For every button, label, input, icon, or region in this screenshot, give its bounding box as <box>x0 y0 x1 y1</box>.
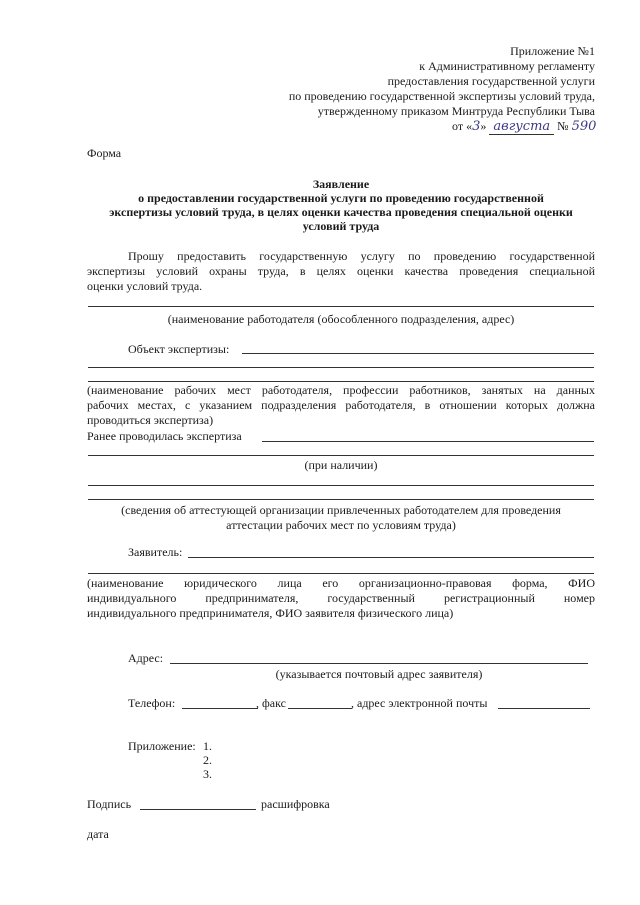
attachment-item-1: 1. <box>203 739 212 753</box>
date-month: августа <box>489 119 554 135</box>
workplaces-caption-2: рабочих местах, с указанием подразделения работодателя, в отношении которых должна <box>87 398 595 412</box>
fax-field[interactable] <box>288 708 352 709</box>
signature-field[interactable] <box>140 809 256 810</box>
signature-label: Подпись <box>87 797 132 811</box>
previous-caption: (при наличии) <box>304 458 378 472</box>
applicant-field-line-2[interactable] <box>88 573 594 574</box>
date-mid: » <box>480 119 487 133</box>
object-field-line-2[interactable] <box>88 367 594 368</box>
intro-line-3: оценки условий труда. <box>87 279 203 293</box>
date-label: дата <box>87 827 109 841</box>
applicant-label: Заявитель: <box>128 545 183 559</box>
email-field[interactable] <box>498 708 590 709</box>
form-label: Форма <box>87 146 122 160</box>
header-service: предоставления государственной услуги <box>387 74 595 88</box>
employer-caption: (наименование работодателя (обособленного подразделения, адрес) <box>167 312 515 326</box>
object-field[interactable] <box>242 353 594 354</box>
org-field[interactable] <box>88 485 594 486</box>
object-label: Объект экспертизы: <box>128 342 230 356</box>
decode-label: расшифровка <box>261 797 330 811</box>
title-line-3: экспертизы условий труда, в целях оценки качества проведения специальной оценки <box>109 205 573 219</box>
number-value: 590 <box>571 119 597 134</box>
applicant-field[interactable] <box>188 557 594 558</box>
address-caption: (указывается почтовый адрес заявителя) <box>275 667 483 681</box>
header-order: утвержденному приказом Минтруда Республики Тыва <box>317 104 595 118</box>
previous-field[interactable] <box>262 441 594 442</box>
attachments-label: Приложение: <box>128 739 196 753</box>
fax-label: , факс <box>256 696 286 710</box>
intro-line-1: Прошу предоставить государственную услугу по проведению государственной <box>128 249 595 263</box>
object-field-line-3[interactable] <box>88 381 594 382</box>
applicant-caption-3: индивидуального предпринимателя, ФИО заявителя физического лица) <box>87 606 454 620</box>
applicant-caption-1: (наименование юридического лица его организационно-правовая форма, ФИО <box>87 576 595 590</box>
previous-field-line-2[interactable] <box>88 455 594 456</box>
header-regulation: к Административному регламенту <box>419 59 595 73</box>
phone-label: Телефон: <box>128 696 176 710</box>
email-label: , адрес электронной почты <box>351 696 488 710</box>
date-prefix: от « <box>452 119 473 133</box>
header-date-line <box>452 119 596 134</box>
address-field[interactable] <box>170 663 588 664</box>
header-appendix-number: Приложение №1 <box>510 44 595 58</box>
header-expertise: по проведению государственной экспертизы условий труда, <box>288 89 595 103</box>
phone-field[interactable] <box>182 708 258 709</box>
employer-field[interactable] <box>88 306 594 307</box>
intro-line-2: экспертизы условий охраны труда, в целях оценки качества проведения специальной <box>87 264 595 278</box>
org-caption-2: аттестации рабочих мест по условиям труда) <box>226 518 456 532</box>
address-label: Адрес: <box>128 651 164 665</box>
attachment-item-2: 2. <box>203 753 212 767</box>
org-caption-1: (сведения об аттестующей организации привлеченных работодателем для проведения <box>121 503 561 517</box>
title-line-4: условий труда <box>302 219 380 233</box>
org-field-line-2[interactable] <box>88 499 594 500</box>
workplaces-caption-3: проводиться экспертиза) <box>87 413 214 427</box>
title-line-2: о предоставлении государственной услуги по проведению государственной <box>138 191 544 205</box>
number-prefix: № <box>557 119 569 133</box>
previous-label: Ранее проводилась экспертиза <box>87 429 242 443</box>
title-statement: Заявление <box>312 177 370 191</box>
attachment-item-3: 3. <box>203 767 212 781</box>
applicant-caption-2: индивидуального предпринимателя, государственный регистрационный номер <box>87 591 595 605</box>
date-day: 3 <box>472 119 481 134</box>
workplaces-caption-1: (наименование рабочих мест работодателя, профессии работников, занятых на данных <box>87 383 595 397</box>
